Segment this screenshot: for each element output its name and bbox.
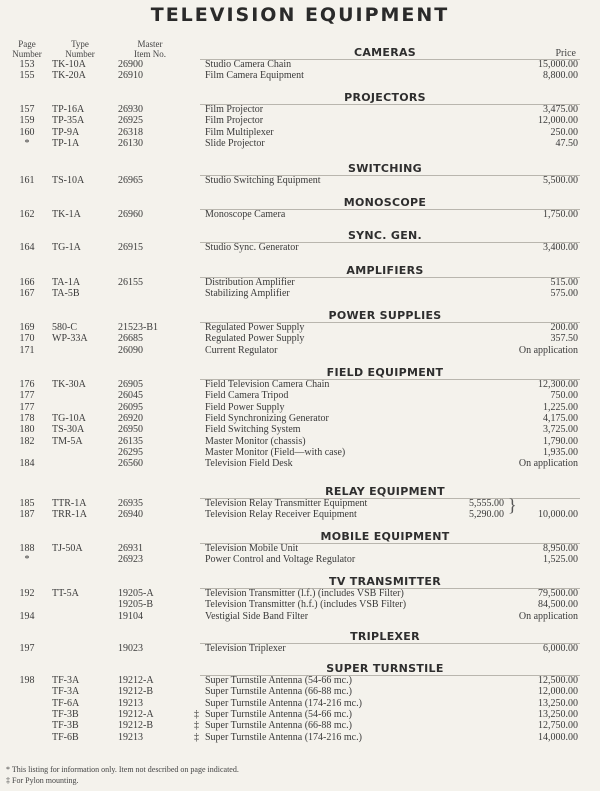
price: 6,000.00 [543,643,578,654]
description: Distribution Amplifier [205,277,295,288]
price: 4,175.00 [543,412,578,424]
table-row [0,209,600,220]
section-heading: MOBILE EQUIPMENT [320,530,450,543]
price: 10,000.00 [538,509,578,521]
page-number: 153 [19,59,35,70]
type-number-header: Type Number [65,39,95,59]
description: Super Turnstile Antenna (66-88 mc.) [205,686,352,698]
master-item-number: 26318 [118,126,143,138]
price: 515.00 [550,277,578,288]
table-row [0,611,600,622]
master-item-number: 26920 [118,412,143,424]
description: Stabilizing Amplifier [205,288,290,300]
master-item-header: Master Item No. [134,39,166,59]
description: Field Power Supply [205,401,285,413]
description: Film Multiplexer [205,126,274,138]
price: 12,750.00 [538,720,578,732]
brace-bracket: } [508,495,517,515]
description: Film Projector [205,115,264,127]
price: 8,800.00 [543,70,578,82]
description: Regulated Power Supply [205,322,305,333]
table-row [0,345,600,356]
master-item-number: 19212-B [118,686,153,698]
page-number: 169 [19,322,35,333]
description: Super Turnstile Antenna (66-88 mc.) [205,720,352,732]
type-number: TG-10A [52,412,86,424]
master-item-number: 26295 [118,446,143,458]
price: On application [518,458,578,470]
section-heading: SWITCHING [348,162,422,175]
section-heading: FIELD EQUIPMENT [326,366,444,379]
price: On application [518,344,578,356]
price: 1,935.00 [543,446,578,458]
table-row [0,554,600,565]
master-item-number: 26923 [118,554,143,566]
page-number: * [24,137,30,149]
description: Television Transmitter (h.f.) (includes VSB Filter) [205,599,407,611]
description: Power Control and Voltage Regulator [205,554,356,566]
page-number: 178 [19,412,35,424]
section-heading: MONOSCOPE [343,196,427,209]
master-item-number: 26965 [118,175,143,186]
pylon-mark: ‡ [194,720,199,732]
section-heading: TV TRANSMITTER [329,575,441,588]
price: 357.50 [550,333,578,345]
description: Film Camera Equipment [205,70,304,82]
master-item-number: 26090 [118,344,143,356]
type-number: TTR-1A [52,498,87,509]
description: Television Transmitter (l.f.) (includes VSB Filter) [205,588,404,599]
table-row [0,115,600,126]
page-number: 176 [19,379,35,390]
price: 12,000.00 [538,686,578,698]
price: 14,000.00 [538,731,578,743]
price: 79,500.00 [538,588,578,599]
master-item-number: 19212-B [118,720,153,732]
master-item-number: 21523-B1 [118,322,158,333]
description: Film Projector [205,104,264,115]
description: Regulated Power Supply [205,333,305,345]
table-row [0,458,600,469]
table-row [0,127,600,138]
section-heading: CAMERAS [353,46,417,59]
master-item-number: 26900 [118,59,143,70]
page-number: 159 [19,115,35,127]
type-number: TA-5B [52,288,80,300]
page-number: 161 [19,175,35,186]
table-row [0,277,600,288]
description: Field Switching System [205,424,301,436]
page-number: 166 [19,277,35,288]
master-item-number: 19104 [118,610,143,622]
table-row [0,70,600,81]
description: Super Turnstile Antenna (174-216 mc.) [205,697,362,709]
master-item-number: 26135 [118,435,143,447]
price: 1,225.00 [543,401,578,413]
description: Field Television Camera Chain [205,379,330,390]
page-number: 192 [19,588,35,599]
table-row [0,588,600,599]
page-number: 170 [19,333,35,345]
price: 47.50 [555,137,578,149]
type-number: TP-35A [52,115,85,127]
table-row [0,720,600,731]
type-number: TK-30A [52,379,86,390]
price: 13,250.00 [538,697,578,709]
description: Monoscope Camera [205,209,286,220]
price: 3,475.00 [543,104,578,115]
pylon-mark: ‡ [194,731,199,743]
price: 12,500.00 [538,675,578,686]
master-item-number: 26095 [118,401,143,413]
type-number: TS-30A [52,424,85,436]
type-number: TP-16A [52,104,85,115]
price: On application [518,610,578,622]
section-heading: POWER SUPPLIES [328,309,442,322]
description: Television Relay Transmitter Equipment [205,498,368,509]
master-item-number: 26560 [118,458,143,470]
master-item-number: 26960 [118,209,143,220]
table-row [0,732,600,743]
price: 8,950.00 [543,543,578,554]
description: Master Monitor (Field—with case) [205,446,346,458]
description: Current Regulator [205,344,278,356]
description: Super Turnstile Antenna (54-66 mc.) [205,708,352,720]
price: 1,525.00 [543,554,578,566]
table-row [0,138,600,149]
page-number: 177 [19,401,35,413]
master-item-number: 26130 [118,137,143,149]
master-item-number: 26155 [118,277,143,288]
type-number: TK-20A [52,70,86,82]
master-item-number: 19205-B [118,599,153,611]
description: Television Field Desk [205,458,293,470]
page-number: * [24,554,30,566]
table-row [0,599,600,610]
table-row [0,175,600,186]
type-number: TF-6B [52,731,79,743]
table-row [0,543,600,554]
description: Television Mobile Unit [205,543,299,554]
table-row [0,643,600,654]
master-item-number: 19212-A [118,708,154,720]
page-number: 194 [19,610,35,622]
section-heading: SYNC. GEN. [347,229,423,242]
table-row [0,424,600,435]
page-number-header: Page Number [12,39,42,59]
description: Field Camera Tripod [205,390,289,402]
table-row [0,288,600,299]
page-number: 160 [19,126,35,138]
page-number: 188 [19,543,35,554]
page-number: 157 [19,104,35,115]
section-heading: TRIPLEXER [350,630,420,643]
table-row [0,322,600,333]
master-item-number: 26935 [118,498,143,509]
page-number: 182 [19,435,35,447]
table-row [0,686,600,697]
master-item-number: 26685 [118,333,143,345]
table-row [0,104,600,115]
price: 15,000.00 [538,59,578,70]
table-row [0,675,600,686]
type-number: TG-1A [52,242,81,253]
master-item-number: 19213 [118,731,143,743]
type-number: TF-6A [52,697,80,709]
description: Television Relay Receiver Equipment [205,509,357,521]
table-row [0,333,600,344]
type-number: TJ-50A [52,543,83,554]
type-number: TP-1A [52,137,80,149]
price: 1,790.00 [543,435,578,447]
page-number: 177 [19,390,35,402]
page-number: 171 [19,344,35,356]
master-item-number: 26905 [118,379,143,390]
table-row [0,242,600,253]
table-row [0,698,600,709]
master-item-number: 19205-A [118,588,154,599]
table-row [0,59,600,70]
type-number: TP-9A [52,126,80,138]
type-number: TF-3A [52,686,80,698]
page-number: 155 [19,70,35,82]
type-number: TF-3B [52,720,79,732]
master-item-number: 26940 [118,509,143,521]
component-price: 5,555.00 [469,498,504,509]
master-item-number: 26915 [118,242,143,253]
price: 13,250.00 [538,708,578,720]
price: 12,000.00 [538,115,578,127]
pylon-mark: ‡ [194,708,199,720]
section-heading: PROJECTORS [344,91,426,104]
price: 250.00 [550,126,578,138]
section-heading: SUPER TURNSTILE [326,662,444,675]
type-number: TRR-1A [52,509,87,521]
description: Slide Projector [205,137,265,149]
master-item-number: 26925 [118,115,143,127]
description: Master Monitor (chassis) [205,435,306,447]
page-number: 185 [19,498,35,509]
type-number: 580-C [52,322,77,333]
description: Studio Camera Chain [205,59,292,70]
page-number: 162 [19,209,35,220]
price: 575.00 [550,288,578,300]
table-row [0,413,600,424]
price: 12,300.00 [538,379,578,390]
description: Vestigial Side Band Filter [205,610,309,622]
master-item-number: 19212-A [118,675,154,686]
page-number: 198 [19,675,35,686]
price-header: Price [555,48,576,59]
type-number: TM-5A [52,435,83,447]
footnote-pylon: ‡ For Pylon mounting. [6,776,79,785]
page-number: 180 [19,424,35,436]
table-row [0,379,600,390]
table-row [0,390,600,401]
description: Super Turnstile Antenna (174-216 mc.) [205,731,362,743]
master-item-number: 26950 [118,424,143,436]
table-row [0,709,600,720]
description: Field Synchronizing Generator [205,412,329,424]
section-heading: RELAY EQUIPMENT [325,485,445,498]
type-number: TS-10A [52,175,85,186]
table-row [0,447,600,458]
master-item-number: 26930 [118,104,143,115]
page-number: 187 [19,509,35,521]
type-number: TF-3A [52,675,80,686]
page-number: 167 [19,288,35,300]
type-number: TT-5A [52,588,79,599]
master-item-number: 19023 [118,643,143,654]
price: 750.00 [550,390,578,402]
price: 84,500.00 [538,599,578,611]
page-number: 184 [19,458,35,470]
type-number: TA-1A [52,277,81,288]
section-heading: AMPLIFIERS [346,264,424,277]
page-number: 164 [19,242,35,253]
description: Studio Sync. Generator [205,242,299,253]
description: Super Turnstile Antenna (54-66 mc.) [205,675,352,686]
master-item-number: 26931 [118,543,143,554]
footnote-information: * This listing for information only. Item not described on page indicated. [6,765,239,774]
price: 1,750.00 [543,209,578,220]
type-number: TK-1A [52,209,81,220]
table-row [0,402,600,413]
price: 5,500.00 [543,175,578,186]
type-number: WP-33A [52,333,88,345]
description: Studio Switching Equipment [205,175,321,186]
price: 3,400.00 [543,242,578,253]
master-item-number: 19213 [118,697,143,709]
type-number: TK-10A [52,59,86,70]
type-number: TF-3B [52,708,79,720]
page-title: TELEVISION EQUIPMENT [150,4,450,26]
master-item-number: 26910 [118,70,143,82]
price: 200.00 [550,322,578,333]
table-row [0,436,600,447]
page-number: 197 [19,643,35,654]
price: 3,725.00 [543,424,578,436]
master-item-number: 26045 [118,390,143,402]
description: Television Triplexer [205,643,286,654]
component-price: 5,290.00 [469,509,504,521]
